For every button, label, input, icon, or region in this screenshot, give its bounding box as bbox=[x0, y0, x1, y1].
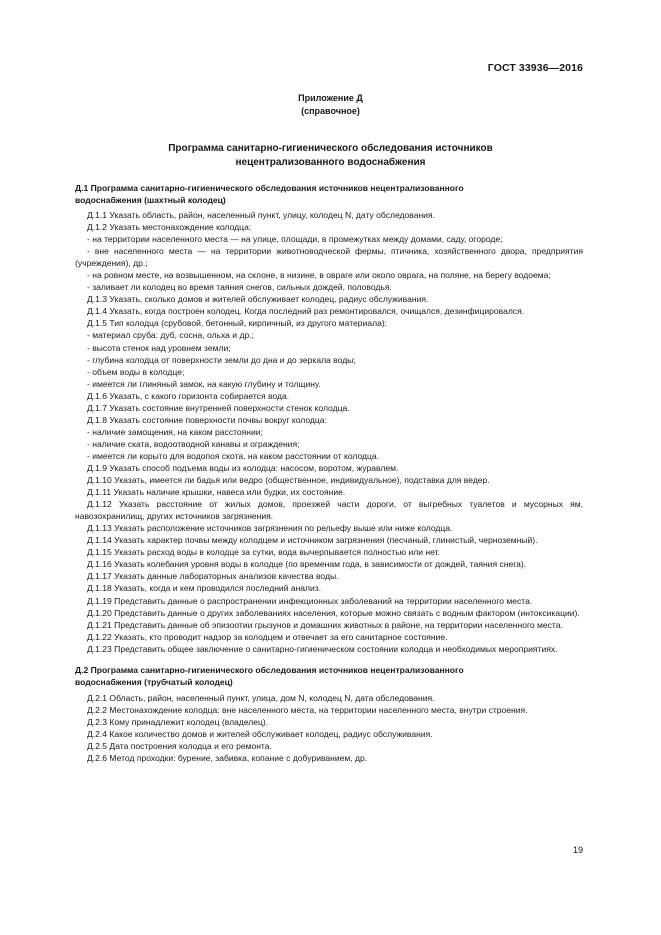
paragraph: Д.2.1 Область, район, населенный пункт, улица, дом N, колодец N, дата обследования. bbox=[87, 692, 435, 703]
paragraph: Д.1.22 Указать, кто проводит надзор за колодцем и отвечает за его санитарное состояние. bbox=[87, 631, 448, 642]
document-title-line1: Программа санитарно-гигиенического обследования источников bbox=[168, 143, 493, 154]
section-title-2-line1: Д.2 Программа санитарно-гигиенического обследования источников нецентрализованного bbox=[75, 664, 464, 675]
section-1-items bbox=[75, 209, 583, 655]
paragraph: Д.1.9 Указать способ подъема воды из колодца: насосом, воротом, журавлем. bbox=[87, 462, 399, 473]
section-title-1-line1: Д.1 Программа санитарно-гигиенического обследования источников нецентрализованного bbox=[75, 183, 464, 193]
paragraph: Д.1.1 Указать область, район, населенный пункт, улицу, колодец N, дату обследования. bbox=[87, 210, 435, 220]
paragraph: Д.1.19 Представить данные о распространении инфекционных заболеваний на территории населенного места. bbox=[87, 595, 533, 606]
annex-heading bbox=[0, 92, 661, 118]
paragraph: - вне населенного места — на территории животноводческой фермы, птичника, хозяйственного двора, предприятия (учреждения), др.; bbox=[75, 246, 583, 269]
paragraph: Д.1.17 Указать данные лабораторных анализов качества воды. bbox=[87, 571, 339, 582]
paragraph: Д.1.18 Указать, когда и кем проводился последний анализ. bbox=[87, 583, 322, 594]
paragraph: Д.1.13 Указать расположение источников загрязнения по рельефу выше или ниже колодца. bbox=[87, 523, 453, 534]
standard-number: ГОСТ 33936—2016 bbox=[487, 62, 583, 74]
paragraph: - на ровном месте, на возвышенном, на склоне, в низине, в овраге или около оврага, на поляне, на берегу водоема; bbox=[87, 270, 551, 281]
paragraph: Д.1.12 Указать расстояние от жилых домов, проезжей части дороги, от выгребных туалетов и мусорных ям, навозохранилищ, других источников загрязнения. bbox=[75, 499, 583, 522]
paragraph: Д.2.6 Метод проходки: бурение, забивка, копание с добуриванием, др. bbox=[87, 752, 368, 763]
paragraph: Д.1.4 Указать, когда построен колодец. Когда последний раз ремонтировался, очищался, дезинфицировался. bbox=[87, 306, 525, 317]
paragraph: Д.1.8 Указать состояние поверхности почвы вокруг колодца: bbox=[87, 414, 327, 425]
paragraph: Д.1.20 Представить данные о других заболеваниях населения, которые можно связать с водным фактором (интоксикации). bbox=[87, 607, 580, 618]
paragraph: - материал сруба: дуб, сосна, ольха и др.; bbox=[87, 330, 254, 341]
paragraph: Д.1.21 Представить данные об эпизоотии грызунов и домашних животных в районе, на территории населенного места. bbox=[87, 619, 563, 630]
paragraph: - наличие ската, водоотводной канавы и ограждения; bbox=[87, 438, 300, 449]
paragraph: Д.1.15 Указать расход воды в колодце за сутки, вода вычерпывается полностью или нет. bbox=[87, 547, 440, 558]
paragraph: Д.1.3 Указать, сколько домов и жителей обслуживает колодец, радиус обслуживания. bbox=[87, 294, 429, 305]
paragraph: Д.1.16 Указать колебания уровня воды в колодце (по временам года, в зависимости от дождей, таяния снега). bbox=[87, 559, 527, 570]
paragraph: - на территории населенного места — на улице, площади, в промежутках между домами, саду, огороде; bbox=[87, 234, 503, 245]
paragraph: - наличие замощения, на каком расстоянии; bbox=[87, 426, 263, 437]
paragraph: Д.2.3 Кому принадлежит колодец (владелец). bbox=[87, 716, 269, 727]
annex-title: Приложение Д bbox=[298, 93, 363, 103]
paragraph: Д.2.5 Дата построения колодца и его ремонта. bbox=[87, 740, 272, 751]
paragraph: - заливает ли колодец во время таяния снегов, сильных дождей, половодья. bbox=[87, 282, 392, 293]
paragraph: - имеется ли корыто для водопоя скота, на каком расстоянии от колодца. bbox=[87, 450, 380, 461]
paragraph: Д.1.5 Тип колодца (срубовой, бетонный, кирпичный, из другого материала): bbox=[87, 318, 388, 329]
paragraph: - высота стенок над уровнем земли; bbox=[87, 342, 231, 353]
document-body bbox=[75, 182, 583, 764]
page-number: 19 bbox=[572, 845, 583, 855]
annex-type: (справочное) bbox=[301, 106, 360, 116]
paragraph: Д.1.14 Указать характер почвы между колодцем и источником загрязнения (песчаный, глинистый, черноземный). bbox=[87, 535, 538, 546]
paragraph: Д.1.6 Указать, с какого горизонта собирается вода. bbox=[87, 390, 290, 401]
section-title-2-line2: водоснабжения (трубчатый колодец) bbox=[75, 676, 233, 687]
paragraph: Д.2.4 Какое количество домов и жителей обслуживает колодец, радиус обслуживания. bbox=[87, 728, 433, 739]
paragraph: - имеется ли глиняный замок, на какую глубину и толщину. bbox=[87, 378, 321, 389]
section-2-items bbox=[75, 692, 583, 764]
paragraph: Д.1.23 Представить общее заключение о санитарно-гигиеническом состоянии колодца и необходимых мероприятиях. bbox=[87, 643, 558, 654]
document-title-line2: нецентрализованного водоснабжения bbox=[235, 156, 426, 168]
paragraph: Д.1.7 Указать состояние внутренней поверхности стенок колодца. bbox=[87, 402, 350, 413]
paragraph: Д.1.2 Указать местонахождение колодца: bbox=[87, 222, 252, 233]
section-title-1-line2: водоснабжения (шахтный колодец) bbox=[75, 195, 226, 205]
paragraph: - глубина колодца от поверхности земли до дна и до зеркала воды; bbox=[87, 354, 356, 365]
paragraph: - объем воды в колодце; bbox=[87, 366, 185, 377]
paragraph: Д.2.2 Местонахождение колодца: вне населенного места, на территории населенного места, внутри строения. bbox=[87, 704, 528, 715]
section-title-1 bbox=[75, 182, 583, 206]
section-title-2 bbox=[75, 664, 583, 688]
paragraph: Д.1.10 Указать, имеется ли бадья или ведро (общественное, индивидуальное), подставка для ведер. bbox=[87, 475, 490, 486]
document-title bbox=[0, 142, 661, 169]
paragraph: Д.1.11 Указать наличие крышки, навеса или будки, их состояние. bbox=[87, 487, 346, 498]
